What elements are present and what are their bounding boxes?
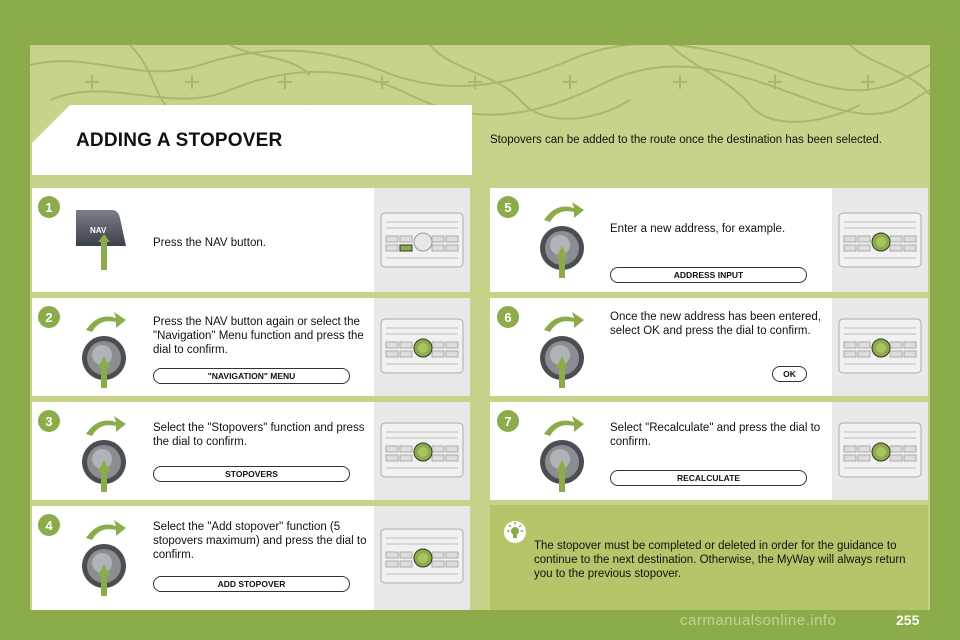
step-badge-2: 2 bbox=[38, 306, 60, 328]
menu-pill-stopovers: STOPOVERS bbox=[153, 466, 350, 482]
menu-pill-recalculate: RECALCULATE bbox=[610, 470, 807, 486]
step-text-2: Press the NAV button again or select the "Navigation" Menu function and press the dial to confirm. bbox=[153, 316, 364, 356]
dial-icon-step-6 bbox=[536, 310, 596, 390]
step-badge-6: 6 bbox=[497, 306, 519, 328]
dial-icon-step-5 bbox=[536, 200, 596, 280]
intro-text: Stopovers can be added to the route once the destination has been selected. bbox=[490, 134, 882, 146]
lightbulb-icon bbox=[503, 520, 527, 544]
console-sketch-1 bbox=[380, 212, 464, 268]
nav-button-label: NAV bbox=[90, 226, 107, 235]
console-sketch-2 bbox=[380, 318, 464, 374]
dial-icon-step-2 bbox=[78, 310, 138, 390]
dial-icon-step-7 bbox=[536, 414, 596, 494]
step-text-6: Once the new address has been entered, select OK and press the dial to confirm. bbox=[610, 311, 821, 337]
console-sketch-5 bbox=[838, 212, 922, 268]
menu-pill-address-input: ADDRESS INPUT bbox=[610, 267, 807, 283]
step-text-4: Select the "Add stopover" function (5 stopovers maximum) and press the dial to confirm. bbox=[153, 521, 367, 561]
step-text-5: Enter a new address, for example. bbox=[610, 223, 786, 235]
step-badge-7: 7 bbox=[497, 410, 519, 432]
console-sketch-6 bbox=[838, 318, 922, 374]
step-text-1: Press the NAV button. bbox=[153, 237, 266, 249]
tip-text: The stopover must be completed or deleted in order for the guidance to continue to the next destination. Otherwise, the MyWay will always return you to the previous stopover. bbox=[534, 540, 906, 580]
step-text-3: Select the "Stopovers" function and press the dial to confirm. bbox=[153, 422, 365, 448]
dial-icon-step-4 bbox=[78, 518, 138, 598]
page-title: ADDING A STOPOVER bbox=[76, 130, 283, 151]
step-text-7: Select "Recalculate" and press the dial to confirm. bbox=[610, 422, 821, 448]
step-badge-3: 3 bbox=[38, 410, 60, 432]
dial-icon-step-3 bbox=[78, 414, 138, 494]
console-sketch-4 bbox=[380, 528, 464, 584]
step-badge-5: 5 bbox=[497, 196, 519, 218]
console-sketch-3 bbox=[380, 422, 464, 478]
menu-pill-navigation: "NAVIGATION" MENU bbox=[153, 368, 350, 384]
nav-button-icon bbox=[76, 206, 150, 272]
menu-pill-ok: OK bbox=[772, 366, 807, 382]
page-number: 255 bbox=[896, 612, 920, 628]
menu-pill-add-stopover: ADD STOPOVER bbox=[153, 576, 350, 592]
step-badge-4: 4 bbox=[38, 514, 60, 536]
console-sketch-7 bbox=[838, 422, 922, 478]
watermark: carmanualsonline.info bbox=[680, 612, 837, 629]
step-badge-1: 1 bbox=[38, 196, 60, 218]
